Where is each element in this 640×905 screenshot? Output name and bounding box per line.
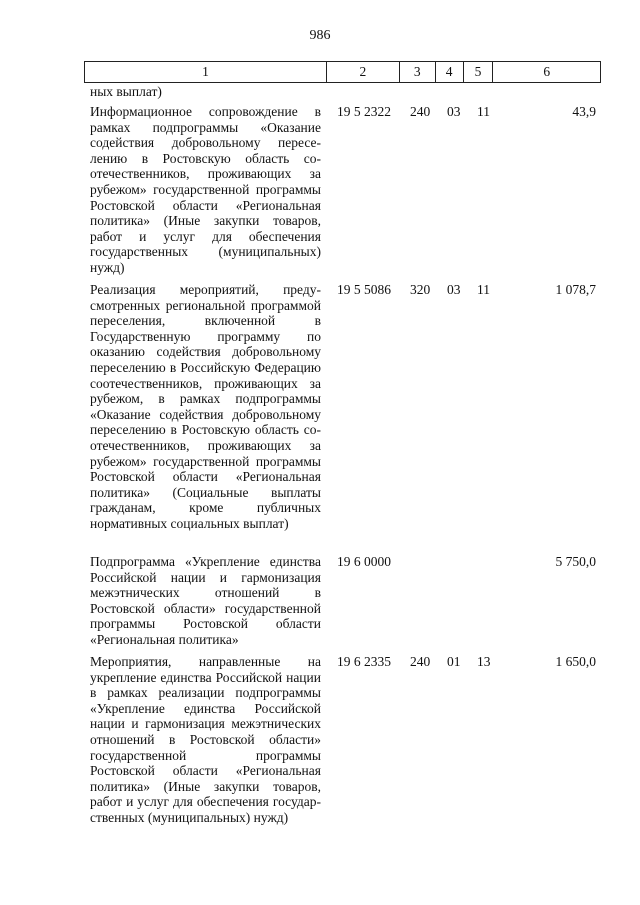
table-body [90,104,596,844]
continuation-text: ных выплат) [90,84,162,99]
row-code: 19 6 2335 [337,654,391,669]
row-sum: 1 650,0 [555,654,596,669]
row-vr: 240 [410,654,431,669]
row-name: Подпрограмма «Укрепление единства Российской нации и гармонизация межэтнических отношений в Ростовской области» государственной программы Ростовской области «Региональная политика» [90,554,321,647]
row-vr: 240 [410,104,431,119]
table-row [90,104,596,282]
table-header [84,61,601,83]
header-col-2: 2 [327,62,400,82]
row-code: 19 6 0000 [337,554,391,569]
row-name: Мероприятия, направленные на укрепление единства Российской нации в рамках реализации подпрограммы «Укрепление единства Российской нации и гармонизация межэтнических отношений в Ростовской области» государственной программы Ростовской области «Региональная политика» (Иные закупки товаров, работ и услуг для обеспечения государственных (муниципальных) нужд) [90,654,321,825]
page-number: 986 [309,28,331,43]
row-pr: 13 [477,654,491,669]
header-col-5: 5 [464,62,494,82]
row-pr: 11 [477,282,490,297]
table-row [90,554,596,654]
header-col-3: 3 [400,62,436,82]
row-sum: 1 078,7 [555,282,596,297]
row-rz: 01 [447,654,461,669]
table-row [90,654,596,844]
header-col-6: 6 [543,64,551,79]
row-rz: 03 [447,104,461,119]
table-row [90,282,596,554]
row-sum: 43,9 [572,104,596,119]
header-col-4: 4 [436,62,464,82]
row-name: Реализация мероприятий, предусмотренных региональной программой переселения, включенной в Государственную программу по оказанию содействия добровольному переселению в Российскую Федерацию соотечественников, проживающих за рубежом, в рамках подпрограммы «Оказание содействия добровольному переселению в Ростовскую область соотечественников, проживающих за рубежом» государственной программы Ростовской области «Региональная политика» (Социальные выплаты гражданам, кроме публичных нормативных социальных выплат) [90,282,321,531]
row-name: Информационное сопровождение в рамках подпрограммы «Оказание содействия добровольному переселению в Ростовскую область соотечественников, проживающих за рубежом» государственной программы Ростовской области «Региональная политика» (Иные закупки товаров, работ и услуг для обеспечения государственных (муниципальных) нужд) [90,104,321,275]
row-code: 19 5 5086 [337,282,391,297]
row-vr: 320 [410,282,431,297]
row-pr: 11 [477,104,490,119]
row-rz: 03 [447,282,461,297]
row-code: 19 5 2322 [337,104,391,119]
row-sum: 5 750,0 [555,554,596,569]
header-col-1: 1 [85,62,327,82]
